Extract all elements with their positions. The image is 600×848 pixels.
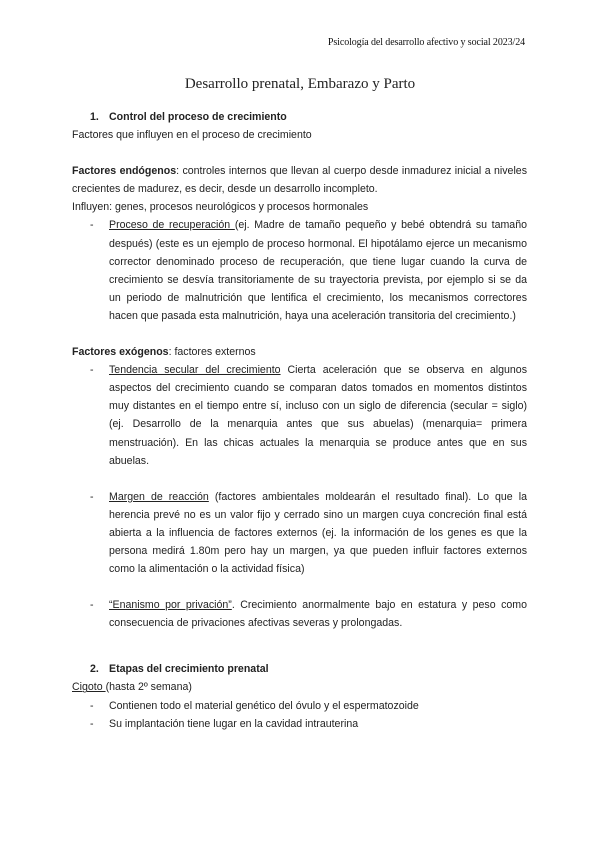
running-header: Psicología del desarrollo afectivo y social 2023/24 (327, 37, 525, 48)
list-item: - Contienen todo el material genético del óvulo y el espermatozoide (72, 697, 527, 715)
cigoto-list (72, 697, 527, 733)
ul (72, 488, 527, 578)
section-1-heading (72, 108, 527, 126)
term-deprivation-dwarfism: “Enanismo por privación” (109, 599, 232, 612)
list-item (72, 361, 527, 470)
list-item (72, 488, 527, 578)
endogenous-paragraph (72, 162, 527, 198)
section-2-title: Etapas del crecimiento prenatal (109, 663, 269, 676)
cigoto-label: Cigoto (72, 681, 106, 694)
endogenous-label: Factores endógenos (72, 165, 177, 178)
list-item (72, 596, 527, 632)
term-reaction-margin: Margen de reacción (109, 490, 209, 503)
document-title: Desarrollo prenatal, Embarazo y Parto (184, 76, 416, 92)
endogenous-list (72, 216, 527, 325)
document-body (72, 108, 527, 733)
exogenous-list (72, 361, 527, 470)
section-2-number: 2. (90, 663, 99, 676)
term-secular-trend: Tendencia secular del crecimiento (109, 364, 281, 377)
endogenous-text: : controles internos que llevan al cuerpo desde inmadurez inicial a niveles crecientes de madurez, es decir, desde un desarrollo incompleto. (72, 165, 527, 196)
list-item (72, 216, 527, 325)
term-reaction-margin-text: (factores ambientales moldearán el resultado final). Lo que la herencia prevé no es un valor fijo y cerrado sino un margen cuya concreción final está abierta a la influencia de factores externos (ej. la información de los genes es que la persona medirá 1.80m pero hay un margen, ya que pueden influir factores externos como la alimentación o la actividad física) (109, 490, 527, 576)
endogenous-influences: Influyen: genes, procesos neurológicos y procesos hormonales (72, 201, 369, 214)
section-1-number: 1. (90, 111, 99, 123)
exogenous-text: : factores externos (168, 346, 256, 359)
exogenous-label: Factores exógenos (72, 346, 169, 359)
list-item: - Su implantación tiene lugar en la cavidad intrauterina (72, 715, 527, 733)
term-deprivation-dwarfism-text: . Crecimiento anormalmente bajo en estatura y peso como consecuencia de privaciones afectivas severas y prolongadas. (109, 599, 527, 630)
term-recovery: Proceso de recuperación (109, 219, 235, 232)
term-recovery-text: (ej. Madre de tamaño pequeño y bebé obtendrá su tamaño después) (este es un ejemplo de proceso hormonal. El hipotálamo ejerce un mecanismo corrector denominado proceso de recuperación, que tiene lugar cuando la curva de crecimiento se desvía transitoriamente de su trayectoria prevista, por ejemplo si se da un periodo de malnutrición que lentifica el crecimiento, los mecanismos correctores hacen que pasada esta malnutrición, haya una aceleración transitoria del crecimiento.) (109, 219, 527, 322)
section-1-intro: Factores que influyen en el proceso de crecimiento (72, 129, 312, 142)
section-1-title: Control del proceso de crecimiento (109, 111, 287, 123)
section-2-heading (72, 660, 527, 678)
cigoto-text: (hasta 2º semana) (105, 681, 192, 694)
cigoto-line (72, 678, 527, 696)
exogenous-paragraph (72, 343, 527, 361)
term-secular-trend-text: Cierta aceleración que se observa en algunos aspectos del crecimiento cuando se comparan datos tomados en momentos distintos muy distantes en el tiempo entre sí, incluso con un siglo de diferencia (secular = siglo) (ej. Desarrollo de la menarquia antes que sus abuelas) (menarquia= primera menstruación). En las chicas actuales la menarquia se produce antes que en sus abuelas. (109, 364, 527, 467)
ul (72, 596, 527, 632)
